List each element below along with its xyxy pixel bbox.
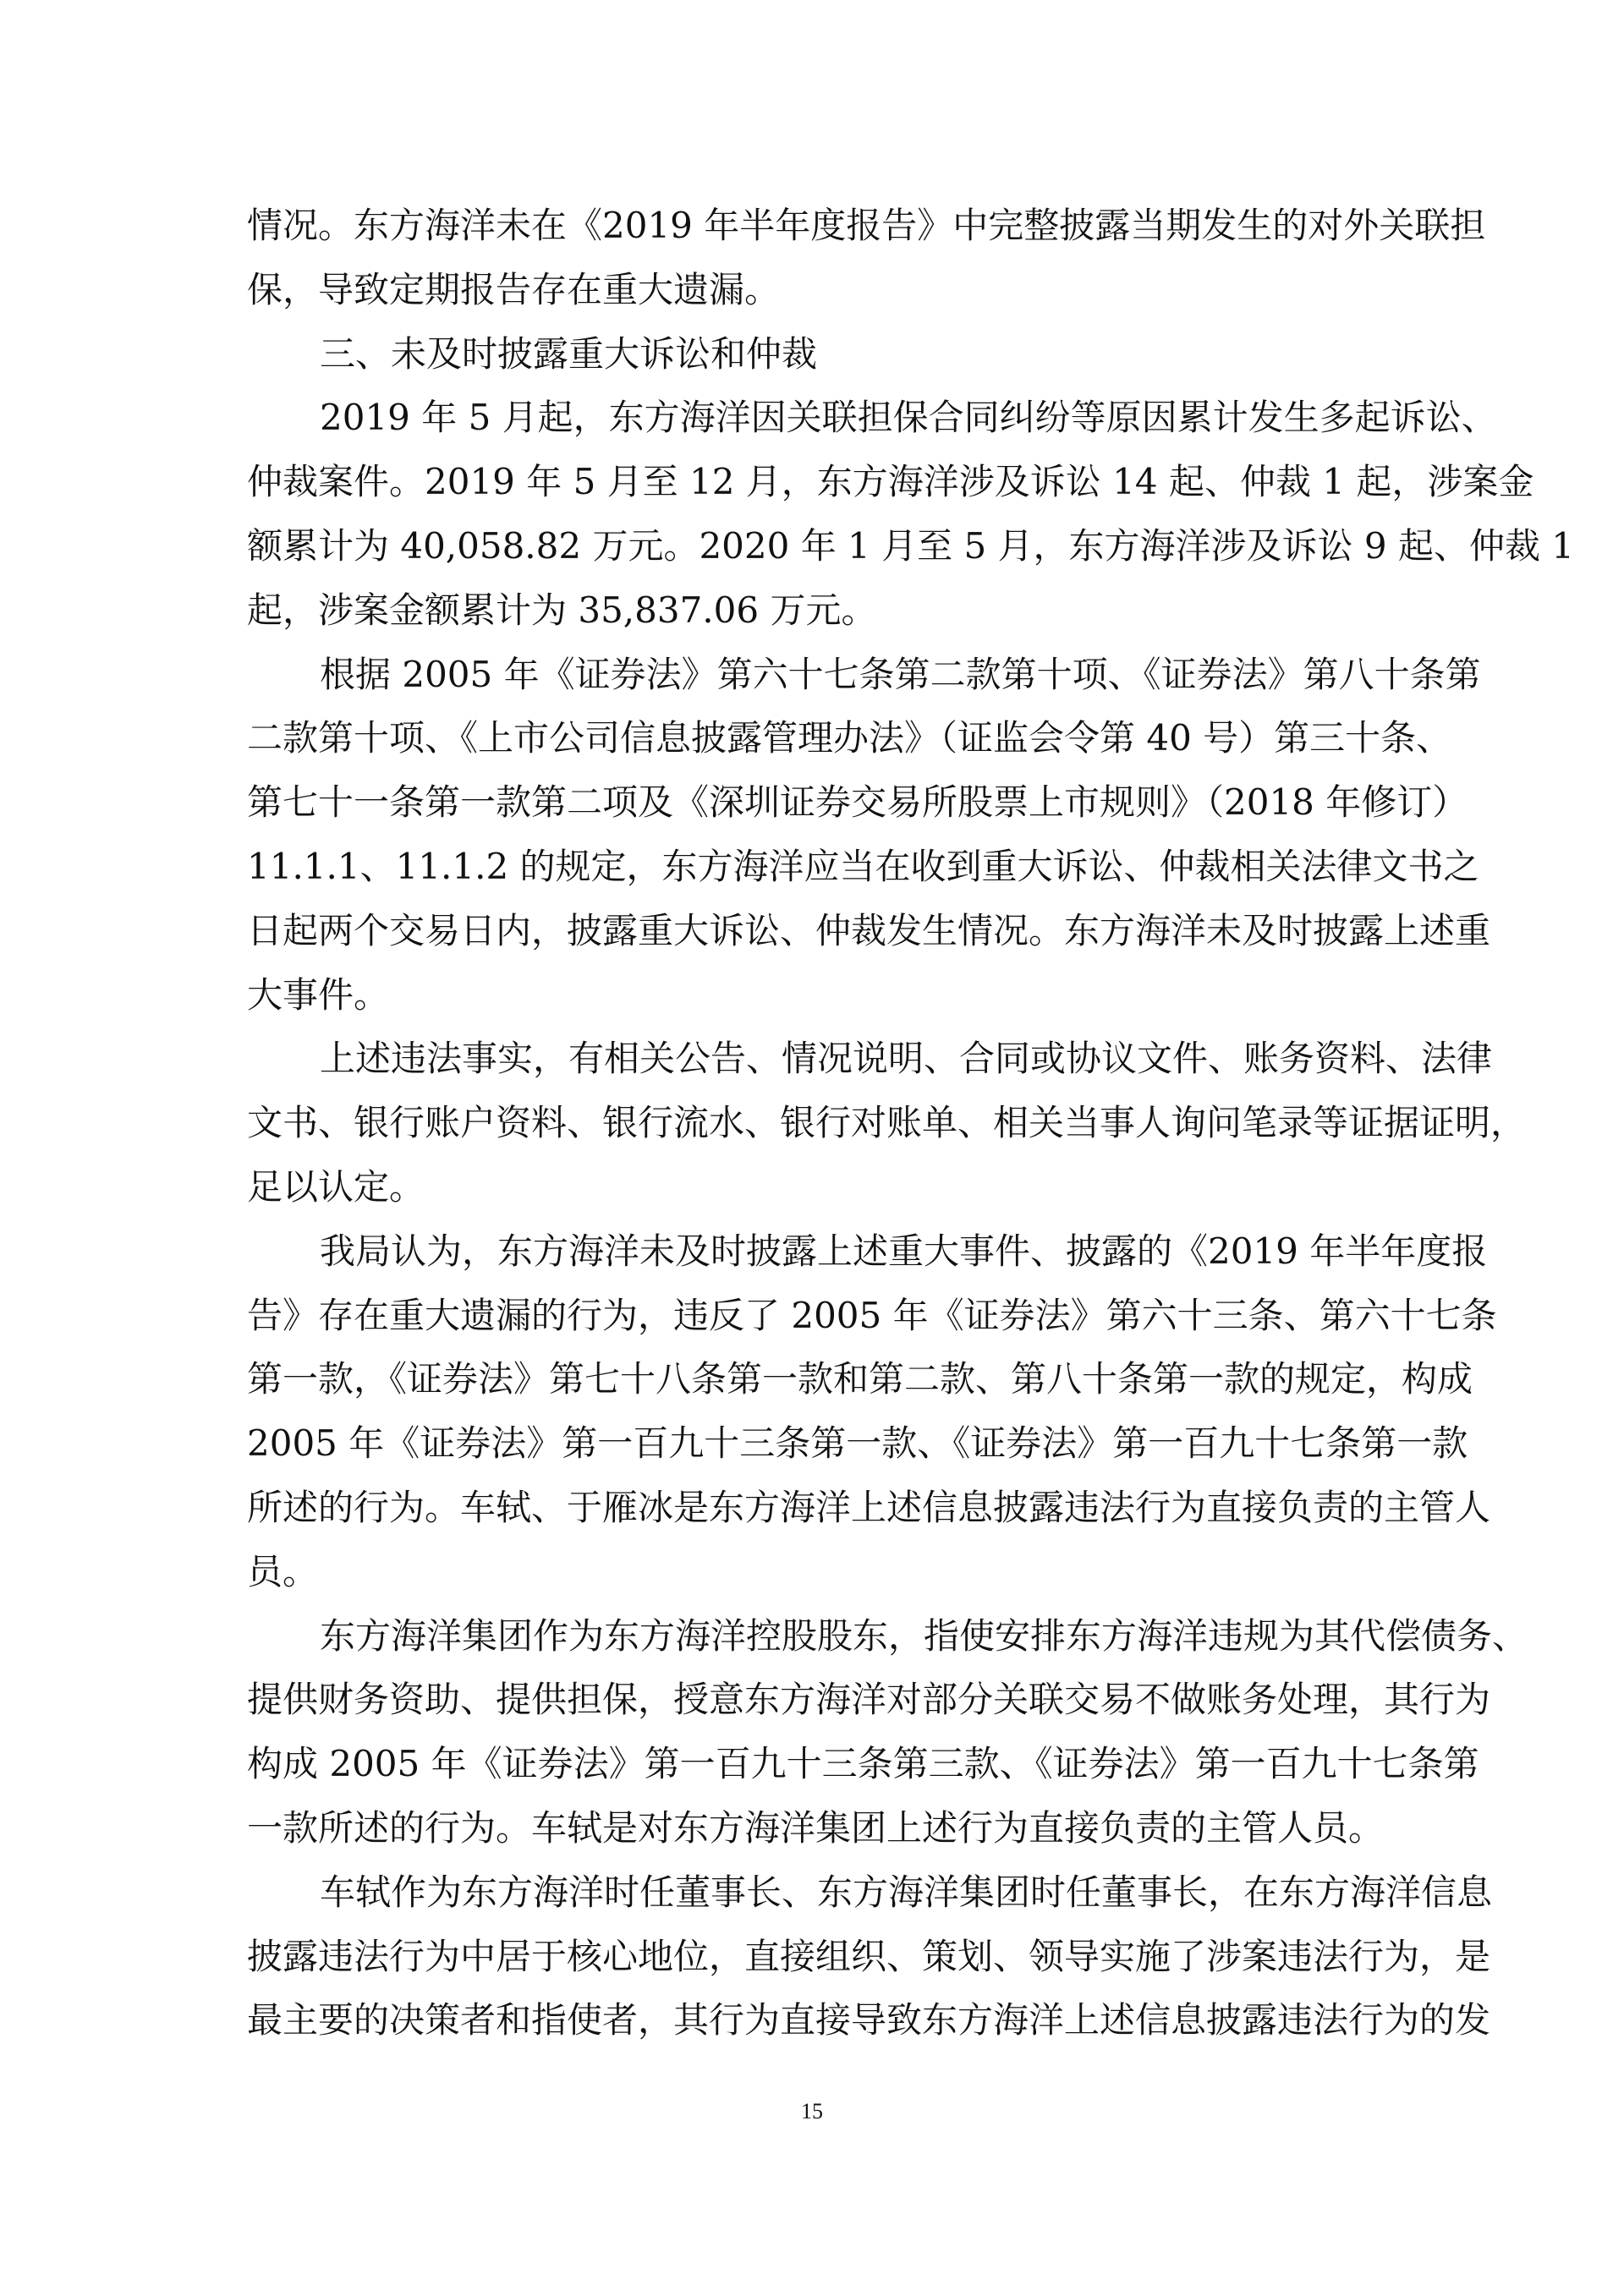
paragraph-line: 东方海洋集团作为东方海洋控股股东，指使安排东方海洋违规为其代偿债务、: [320, 1614, 1528, 1657]
text-line: 文书、银行账户资料、银行流水、银行对账单、相关当事人询问笔录等证据证明，: [247, 1102, 1527, 1144]
text-line: 二款第十项、《上市公司信息披露管理办法》（证监会令第 40 号）第三十条、: [247, 717, 1452, 759]
page-number: 15: [801, 2099, 823, 2123]
paragraph-line: 2019 年 5 月起，东方海洋因关联担保合同纠纷等原因累计发生多起诉讼、: [320, 397, 1497, 439]
text-line: 第一款，《证券法》第七十八条第一款和第二款、第八十条第一款的规定，构成: [247, 1358, 1473, 1400]
text-line: 足以认定。: [247, 1166, 425, 1208]
text-line: 员。: [247, 1550, 319, 1592]
paragraph-line: 车轼作为东方海洋时任董事长、东方海洋集团时任董事长，在东方海洋信息: [320, 1871, 1493, 1913]
text-line: 情况。东方海洋未在《2019 年半年度报告》中完整披露当期发生的对外关联担: [247, 205, 1486, 246]
text-line: 11.1.1、11.1.2 的规定，东方海洋应当在收到重大诉讼、仲裁相关法律文书之: [247, 846, 1479, 887]
paragraph-line: 根据 2005 年《证券法》第六十七条第二款第十项、《证券法》第八十条第: [320, 653, 1481, 695]
text-line: 告》存在重大遗漏的行为，违反了 2005 年《证券法》第六十三条、第六十七条: [247, 1294, 1497, 1336]
paragraph-line: 上述违法事实，有相关公告、情况说明、合同或协议文件、账务资料、法律: [320, 1038, 1493, 1080]
text-line: 一款所述的行为。车轼是对东方海洋集团上述行为直接负责的主管人员。: [247, 1807, 1385, 1849]
text-line: 起，涉案金额累计为 35,837.06 万元。: [247, 589, 877, 631]
paragraph-line: 我局认为，东方海洋未及时披露上述重大事件、披露的《2019 年半年度报: [320, 1230, 1488, 1272]
text-line: 保，导致定期报告存在重大遗漏。: [247, 268, 781, 310]
text-line: 最主要的决策者和指使者，其行为直接导致东方海洋上述信息披露违法行为的发: [247, 1999, 1491, 2041]
text-line: 额累计为 40,058.82 万元。2020 年 1 月至 5 月，东方海洋涉及诉讼 9 起、仲裁 1: [247, 525, 1575, 567]
text-line: 日起两个交易日内，披露重大诉讼、仲裁发生情况。东方海洋未及时披露上述重: [247, 909, 1491, 951]
text-line: 构成 2005 年《证券法》第一百九十三条第三款、《证券法》第一百九十七条第: [247, 1743, 1479, 1785]
paragraph-line: 三、未及时披露重大诉讼和仲裁: [320, 332, 818, 375]
text-line: 第七十一条第一款第二项及《深圳证券交易所股票上市规则》（2018 年修订）: [247, 781, 1468, 824]
text-line: 披露违法行为中居于核心地位，直接组织、策划、领导实施了涉案违法行为，是: [247, 1935, 1491, 1977]
text-line: 大事件。: [247, 973, 390, 1016]
text-line: 2005 年《证券法》第一百九十三条第一款、《证券法》第一百九十七条第一款: [247, 1422, 1468, 1465]
text-line: 所述的行为。车轼、于雁冰是东方海洋上述信息披露违法行为直接负责的主管人: [247, 1487, 1491, 1528]
text-line: 提供财务资助、提供担保，授意东方海洋对部分关联交易不做账务处理，其行为: [247, 1679, 1491, 1721]
text-line: 仲裁案件。2019 年 5 月至 12 月，东方海洋涉及诉讼 14 起、仲裁 1 起，涉案金: [247, 461, 1534, 503]
